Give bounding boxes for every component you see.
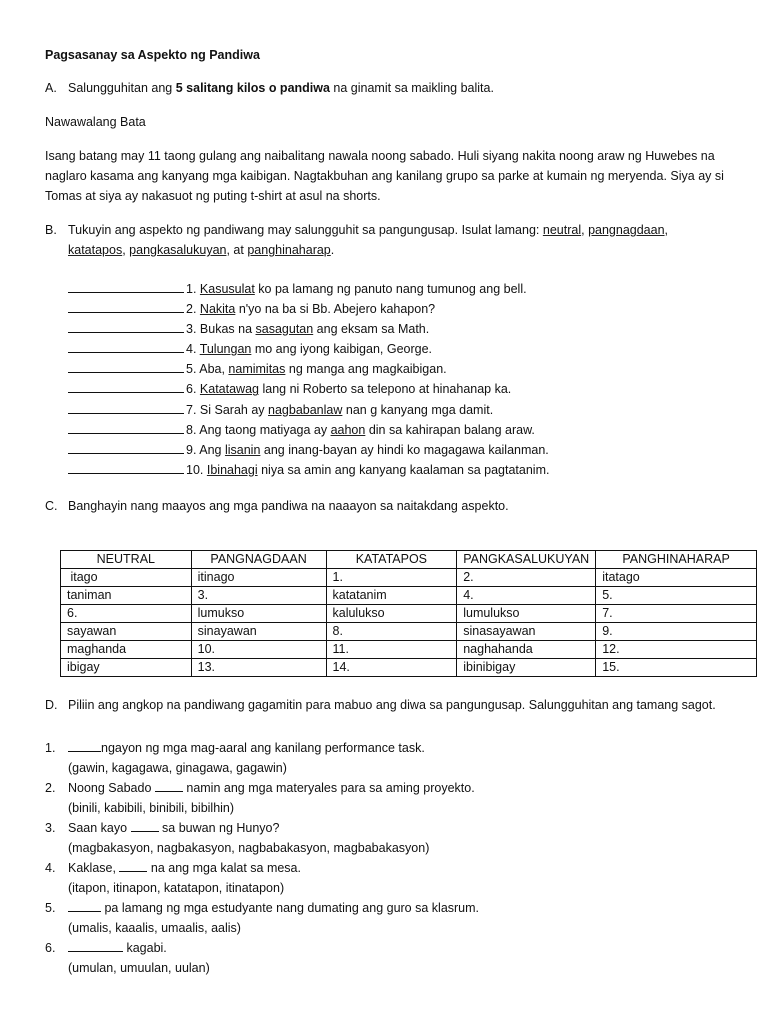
item-post: niya sa amin ang kanyang kaalaman sa pagtatanim. xyxy=(257,462,550,477)
list-item xyxy=(45,898,479,918)
item-number: 3. xyxy=(45,821,56,835)
table-cell: itinago xyxy=(191,569,326,587)
item-number: 10. xyxy=(186,462,204,477)
answer-blank[interactable] xyxy=(68,300,184,313)
item-post: namin ang mga materyales para sa aming proyekto. xyxy=(182,781,475,795)
table-cell[interactable]: 9. xyxy=(596,623,757,641)
table-cell[interactable]: 4. xyxy=(457,587,596,605)
underlined-verb: nagbabanlaw xyxy=(268,402,343,417)
item-post: n'yo na ba si Bb. Abejero kahapon? xyxy=(235,302,436,317)
answer-blank[interactable] xyxy=(131,819,159,832)
choice-list: (magbakasyon, nagbakasyon, nagbabakasyon, magbabakasyon) xyxy=(68,841,430,855)
item-post: na ang mga kalat sa mesa. xyxy=(147,861,301,875)
underlined-verb: lisanin xyxy=(224,442,261,457)
table-cell[interactable]: 5. xyxy=(596,587,757,605)
answer-blank[interactable] xyxy=(119,859,147,872)
section-a-instruction xyxy=(45,81,494,95)
instruction-text: na ginamit sa maikling balita. xyxy=(329,81,494,95)
table-row xyxy=(61,569,757,587)
table-cell: maghanda xyxy=(61,641,192,659)
item-number: 3. xyxy=(186,322,197,337)
table-cell[interactable]: 14. xyxy=(326,659,457,677)
list-item xyxy=(45,858,479,878)
item-pre: Kaklase, xyxy=(68,861,120,875)
list-item xyxy=(45,778,479,798)
item-number: 1. xyxy=(45,741,56,755)
underlined-verb: Kasusulat xyxy=(199,282,255,296)
column-header: PANGNAGDAAN xyxy=(191,551,326,569)
list-item xyxy=(68,420,549,440)
table-cell[interactable]: 13. xyxy=(191,659,326,677)
table-cell[interactable]: 8. xyxy=(326,623,457,641)
item-pre: Ang taong matiyaga ay xyxy=(199,422,331,437)
worksheet-title: Pagsasanay sa Aspekto ng Pandiwa xyxy=(45,48,260,62)
table-cell[interactable]: 11. xyxy=(326,641,457,659)
instruction-text: Piliin ang angkop na pandiwang gagamitin para mabuo ang diwa sa pangungusap. Salungguhitan ang tamang sagot. xyxy=(68,698,716,712)
list-item xyxy=(68,440,549,460)
item-post: kagabi. xyxy=(123,941,167,955)
list-item xyxy=(45,938,479,958)
item-pre: Saan kayo xyxy=(68,821,131,835)
table-cell: sinayawan xyxy=(191,623,326,641)
item-number: 7. xyxy=(186,402,197,417)
item-post: lang ni Roberto sa telepono at hinahanap ka. xyxy=(259,382,512,397)
item-post: ng manga ang magkaibigan. xyxy=(285,362,447,377)
item-number: 2. xyxy=(186,302,197,317)
answer-blank[interactable] xyxy=(68,939,123,952)
table-cell: taniman xyxy=(61,587,192,605)
option-word: pangnagdaan xyxy=(588,223,665,237)
item-pre: Bukas na xyxy=(199,322,256,337)
list-item xyxy=(68,319,549,339)
item-number: 4. xyxy=(186,342,197,357)
list-item xyxy=(45,818,479,838)
section-letter: A. xyxy=(45,81,57,95)
table-cell[interactable]: 2. xyxy=(457,569,596,587)
item-post: mo ang iyong kaibigan, George. xyxy=(251,342,433,357)
instruction-text: Banghayin nang maayos ang mga pandiwa na naaayon sa naitakdang aspekto. xyxy=(68,499,509,513)
underlined-verb: Ibinahagi xyxy=(206,462,258,477)
choice-list: (binili, kabibili, binibili, bibilhin) xyxy=(68,801,235,815)
list-item xyxy=(45,738,479,758)
section-b-instruction: B. Tukuyin ang aspekto ng pandiwang may salungguhit sa pangungusap. Isulat lamang: neutral, pangnagdaan, katatapos, pangkasalukuyan, at panghinaharap. xyxy=(45,220,735,260)
item-number: 2. xyxy=(45,781,56,795)
list-item xyxy=(68,460,549,480)
item-post: pa lamang ng mga estudyante nang dumating ang guro sa klasrum. xyxy=(101,901,480,915)
column-header: KATATAPOS xyxy=(326,551,457,569)
table-cell[interactable]: 3. xyxy=(191,587,326,605)
table-row xyxy=(61,659,757,677)
list-item xyxy=(68,359,549,379)
table-cell: itago xyxy=(61,569,192,587)
column-header: PANGKASALUKUYAN xyxy=(457,551,596,569)
table-cell: lumukso xyxy=(191,605,326,623)
answer-blank[interactable] xyxy=(68,280,184,293)
item-number: 6. xyxy=(45,941,56,955)
item-pre: Ang xyxy=(199,442,225,457)
table-cell[interactable]: 12. xyxy=(596,641,757,659)
item-pre: Si Sarah ay xyxy=(199,402,269,417)
answer-blank[interactable] xyxy=(68,739,101,752)
table-cell: ibigay xyxy=(61,659,192,677)
choice-list: (gawin, kagagawa, ginagawa, gagawin) xyxy=(68,761,287,775)
answer-blank[interactable] xyxy=(68,360,184,373)
answer-blank[interactable] xyxy=(68,380,184,393)
table-cell: itatago xyxy=(596,569,757,587)
list-item xyxy=(68,279,549,299)
option-word: panghinaharap xyxy=(247,243,331,257)
table-cell[interactable]: 7. xyxy=(596,605,757,623)
answer-blank[interactable] xyxy=(68,401,184,414)
option-word: neutral xyxy=(542,223,582,237)
table-cell: katatanim xyxy=(326,587,457,605)
underlined-verb: Nakita xyxy=(199,302,236,317)
section-d-items xyxy=(45,738,479,978)
item-post: ang inang-bayan ay hindi ko magagawa kailanman. xyxy=(260,442,549,457)
column-header: PANGHINAHARAP xyxy=(596,551,757,569)
column-header: NEUTRAL xyxy=(61,551,192,569)
story-paragraph: Isang batang may 11 taong gulang ang naibalitang nawala noong sabado. Huli siyang nakita noong araw ng Huwebes na naglaro kasama ang kanyang mga kaibigan. Nagtakbuhan ang kanilang grupo sa parke at kumain ng meryenda. Siya ay si Tomas at siya ay nakasuot ng puting t-shirt at asul na shorts. xyxy=(45,149,724,203)
item-number: 9. xyxy=(186,442,197,457)
list-item xyxy=(68,299,549,319)
and-word: at xyxy=(233,243,244,257)
item-post: ang eksam sa Math. xyxy=(313,322,430,337)
list-item xyxy=(68,400,549,420)
item-post: sa buwan ng Hunyo? xyxy=(158,821,280,835)
instruction-continuation: katatapos, pangkasalukuyan, at panghinaharap. xyxy=(68,243,335,257)
table-cell: ibinibigay xyxy=(457,659,596,677)
table-row xyxy=(61,587,757,605)
item-post: ko pa lamang ng panuto nang tumunog ang bell. xyxy=(254,282,527,296)
answer-blank[interactable] xyxy=(68,899,101,912)
story-title: Nawawalang Bata xyxy=(45,115,146,129)
choice-list: (umalis, kaaalis, umaalis, aalis) xyxy=(68,921,241,935)
section-letter: D. xyxy=(45,698,58,712)
instruction-bold: 5 salitang kilos o pandiwa xyxy=(175,81,330,95)
choice-list: (umulan, umuulan, uulan) xyxy=(68,961,210,975)
item-number: 6. xyxy=(186,382,197,397)
section-letter: C. xyxy=(45,499,58,513)
item-number: 1. xyxy=(186,282,197,296)
item-post: ngayon ng mga mag-aaral ang kanilang performance task. xyxy=(101,741,425,755)
answer-blank[interactable] xyxy=(68,340,184,353)
item-number: 4. xyxy=(45,861,56,875)
table-row xyxy=(61,605,757,623)
underlined-verb: Katatawag xyxy=(199,382,259,397)
table-cell[interactable]: 10. xyxy=(191,641,326,659)
answer-blank[interactable] xyxy=(68,461,184,474)
list-item xyxy=(68,339,549,359)
list-item xyxy=(68,379,549,399)
table-cell: kalulukso xyxy=(326,605,457,623)
item-post: nan g kanyang mga damit. xyxy=(342,402,494,417)
answer-blank[interactable] xyxy=(155,779,183,792)
answer-blank[interactable] xyxy=(68,441,184,454)
table-row xyxy=(61,623,757,641)
table-cell[interactable]: 15. xyxy=(596,659,757,677)
table-cell[interactable]: 1. xyxy=(326,569,457,587)
choice-list: (itapon, itinapon, katatapon, itinatapon) xyxy=(68,881,285,895)
item-pre: Noong Sabado xyxy=(68,781,155,795)
conjugation-table xyxy=(60,550,757,677)
item-post: din sa kahirapan balang araw. xyxy=(365,422,535,437)
instruction-text: Tukuyin ang aspekto ng pandiwang may salungguhit sa pangungusap. Isulat lamang: xyxy=(68,223,543,237)
option-word: pangkasalukuyan xyxy=(129,243,227,257)
section-b-items xyxy=(68,279,549,480)
underlined-verb: namimitas xyxy=(228,362,286,377)
underlined-verb: Tulungan xyxy=(199,342,252,357)
table-cell[interactable]: 6. xyxy=(61,605,192,623)
table-cell: sayawan xyxy=(61,623,192,641)
underlined-verb: sasagutan xyxy=(255,322,314,337)
option-word: katatapos xyxy=(68,243,123,257)
item-number: 8. xyxy=(186,422,197,437)
item-number: 5. xyxy=(186,362,197,377)
section-c-instruction xyxy=(45,499,509,513)
table-cell: lumulukso xyxy=(457,605,596,623)
table-cell: naghahanda xyxy=(457,641,596,659)
table-row xyxy=(61,641,757,659)
section-letter: B. xyxy=(45,223,57,237)
table-header-row xyxy=(61,551,757,569)
instruction-text: Salungguhitan ang xyxy=(68,81,176,95)
table-cell: sinasayawan xyxy=(457,623,596,641)
answer-blank[interactable] xyxy=(68,320,184,333)
item-number: 5. xyxy=(45,901,56,915)
section-d-instruction xyxy=(45,698,716,712)
answer-blank[interactable] xyxy=(68,421,184,434)
item-pre: Aba, xyxy=(199,362,229,377)
underlined-verb: aahon xyxy=(330,422,366,437)
